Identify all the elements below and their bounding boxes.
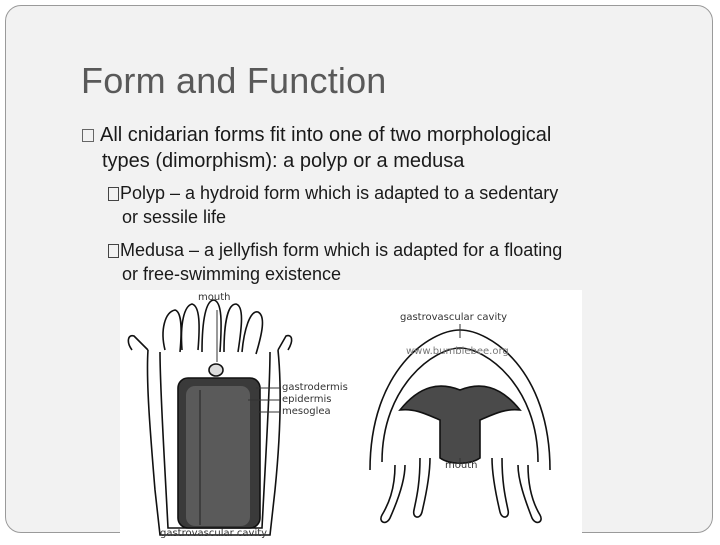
label-gastrovascular-polyp: gastrovascular cavity [160,528,268,539]
bullet-polyp-line2: or sessile life [122,207,227,227]
label-gastrovascular-medusa: gastrovascular cavity [400,312,508,323]
polyp-medusa-figure [120,290,582,540]
slide-title: Form and Function [81,60,387,101]
label-gastrodermis: gastrodermis [282,382,348,393]
bullet-main-line1: All cnidarian forms fit into one of two morphological [100,124,552,146]
bullet-box-icon [82,129,94,142]
bullet-polyp-line1: Polyp – a hydroid form which is adapted to a sedentary [120,183,559,203]
bullet-medusa-line1: Medusa – a jellyfish form which is adapted for a floating [120,240,563,260]
sub-bullet-icon [108,244,119,258]
label-epidermis: epidermis [282,394,332,405]
label-watermark: www.bumblebee.org [406,346,509,357]
sub-bullet-icon [108,187,119,201]
bullet-medusa [108,238,688,286]
label-mouth-medusa: mouth [445,460,478,471]
polyp-drawing [128,300,291,535]
cnidarian-diagram [120,290,582,540]
label-mesoglea: mesoglea [282,406,331,417]
bullet-main [82,122,682,174]
medusa-drawing [370,330,550,522]
label-mouth-polyp: mouth [198,292,231,303]
bullet-polyp [108,181,688,229]
bullet-medusa-line2: or free-swimming existence [122,264,342,284]
bullet-main-line2: types (dimorphism): a polyp or a medusa [102,150,465,172]
